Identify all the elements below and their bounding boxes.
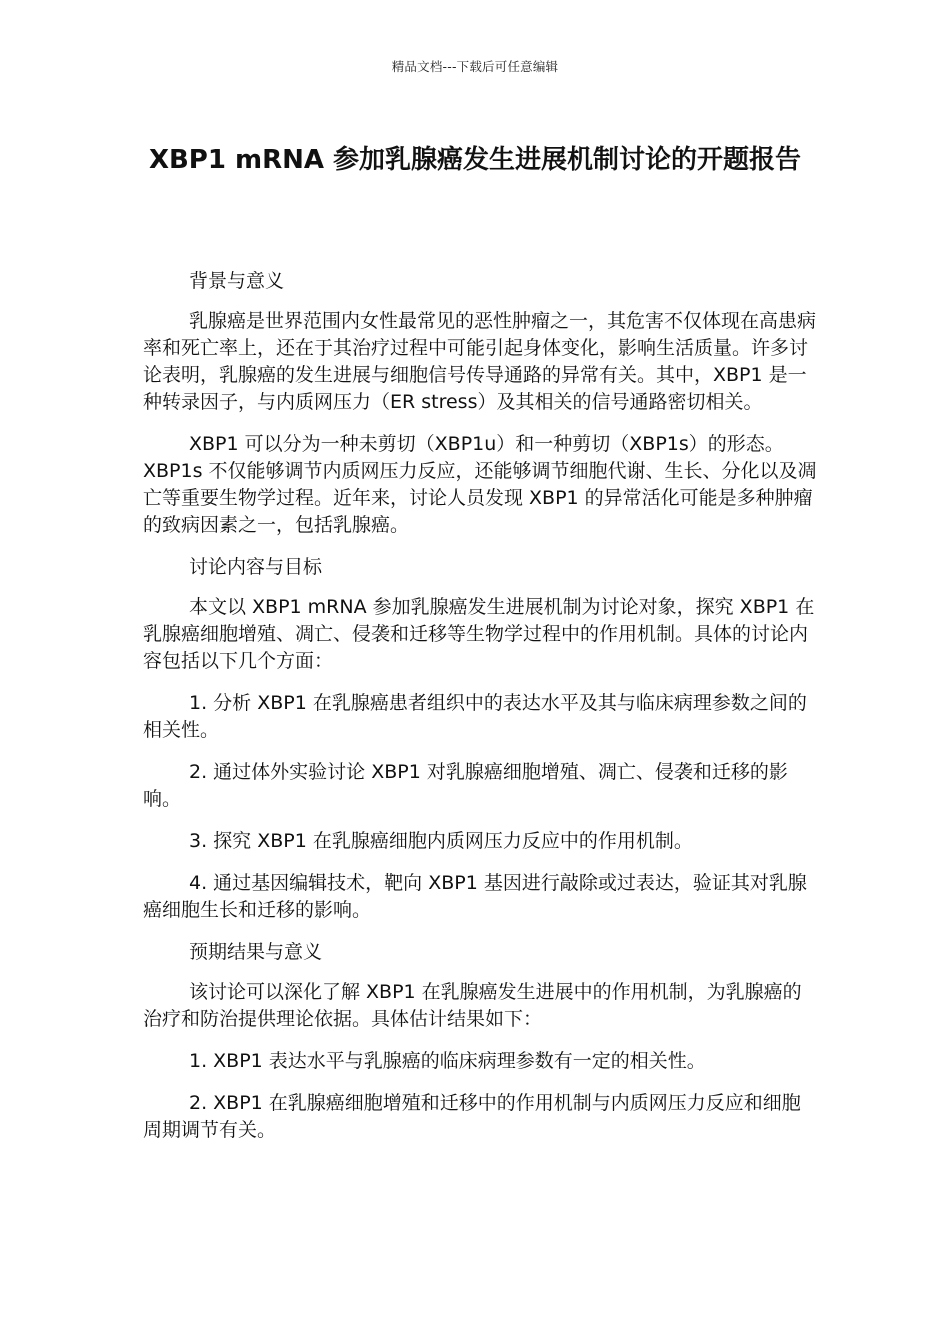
list-item-content-1: 1. 分析 XBP1 在乳腺癌患者组织中的表达水平及其与临床病理参数之间的相关性。 xyxy=(143,692,807,741)
document-title: XBP1 mRNA 参加乳腺癌发生进展机制讨论的开题报告 xyxy=(148,145,802,175)
page-header: 精品文档---下载后可任意编辑 xyxy=(391,59,559,74)
list-item-expected-2: 2. XBP1 在乳腺癌细胞增殖和迁移中的作用机制与内质网压力反应和细胞周期调节有关。 xyxy=(143,1092,801,1141)
paragraph-background-2: XBP1 可以分为一种未剪切（XBP1u）和一种剪切（XBP1s）的形态。XBP1s 不仅能够调节内质网压力反应，还能够调节细胞代谢、生长、分化以及凋亡等重要生物学过程。近年来，讨论人员发现 XBP1 的异常活化可能是多种肿瘤的致病因素之一，包括乳腺癌。 xyxy=(143,433,817,536)
list-item-expected-1: 1. XBP1 表达水平与乳腺癌的临床病理参数有一定的相关性。 xyxy=(189,1050,706,1072)
section-heading-expected: 预期结果与意义 xyxy=(189,941,323,963)
section-heading-background: 背景与意义 xyxy=(189,270,285,292)
paragraph-background-1: 乳腺癌是世界范围内女性最常见的恶性肿瘤之一，其危害不仅体现在高患病率和死亡率上，还在于其治疗过程中可能引起身体变化，影响生活质量。许多讨论表明，乳腺癌的发生进展与细胞信号传导通路的异常有关。其中，XBP1 是一种转录因子，与内质网压力（ER stress）及其相关的信号通路密切相关。 xyxy=(143,310,817,413)
list-item-content-4: 4. 通过基因编辑技术，靶向 XBP1 基因进行敲除或过表达，验证其对乳腺癌细胞生长和迁移的影响。 xyxy=(143,872,807,921)
paragraph-content-intro: 本文以 XBP1 mRNA 参加乳腺癌发生进展机制为讨论对象，探究 XBP1 在乳腺癌细胞增殖、凋亡、侵袭和迁移等生物学过程中的作用机制。具体的讨论内容包括以下几个方面： xyxy=(143,596,815,672)
list-item-content-3: 3. 探究 XBP1 在乳腺癌细胞内质网压力反应中的作用机制。 xyxy=(189,830,693,852)
section-heading-content: 讨论内容与目标 xyxy=(189,556,323,578)
document-body xyxy=(143,268,819,1159)
paragraph-expected-intro: 该讨论可以深化了解 XBP1 在乳腺癌发生进展中的作用机制，为乳腺癌的治疗和防治提供理论依据。具体估计结果如下： xyxy=(143,981,802,1030)
list-item-content-2: 2. 通过体外实验讨论 XBP1 对乳腺癌细胞增殖、凋亡、侵袭和迁移的影响。 xyxy=(143,761,788,810)
